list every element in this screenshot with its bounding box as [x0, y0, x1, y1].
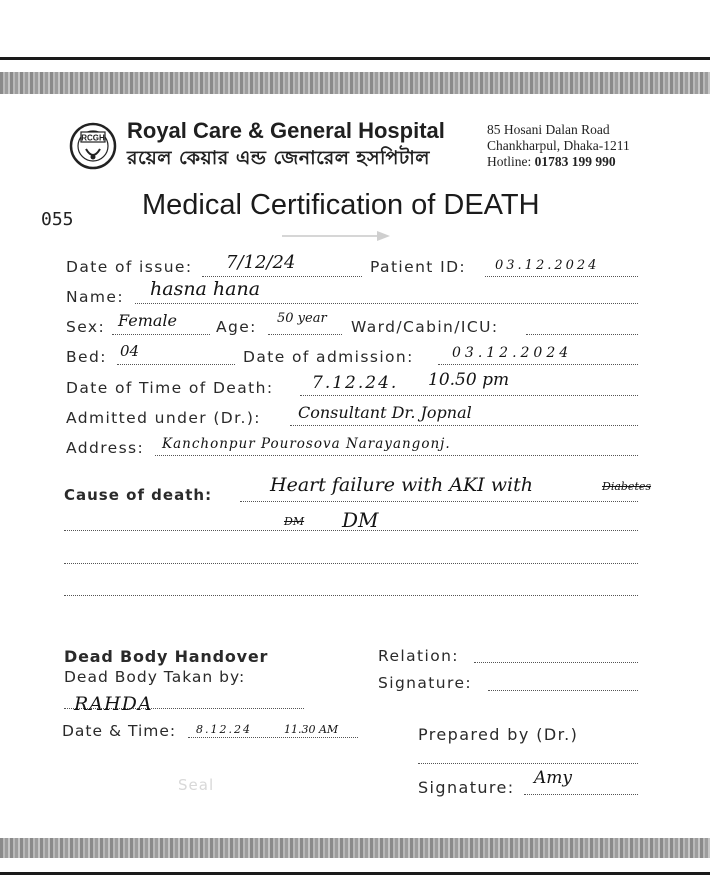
seal-text: Seal: [178, 776, 215, 794]
handover-heading: Dead Body Handover: [64, 647, 269, 666]
serial-number: 055: [41, 209, 74, 230]
date-of-admission-value: 03.12.2024: [452, 345, 573, 361]
name-value: hasna hana: [150, 278, 261, 300]
prepared-signature-line: [524, 794, 638, 795]
watermark-ornament: [282, 229, 392, 243]
hotline-number: 01783 199 990: [534, 154, 616, 169]
handover-date-value: 8.12.24: [196, 723, 252, 736]
hotline-label: Hotline:: [487, 154, 532, 169]
date-of-death-value: 7.12.24.: [312, 373, 399, 393]
handover-time-value: 11.30 AM: [284, 723, 339, 736]
date-of-issue-label: Date of issue:: [66, 258, 193, 276]
hospital-logo: [69, 122, 117, 170]
prepared-by-line: [418, 763, 638, 764]
cause-of-death-value-1: Heart failure with AKI with: [270, 474, 533, 496]
cause-of-death-label: Cause of death:: [64, 486, 213, 504]
time-of-death-value: 10.50 pm: [428, 370, 510, 390]
name-label: Name:: [66, 288, 124, 306]
sex-value: Female: [118, 311, 177, 330]
date-time-of-death-label: Date of Time of Death:: [66, 379, 274, 397]
prepared-signature-label: Signature:: [418, 778, 515, 797]
admitted-under-line: [290, 425, 638, 426]
date-of-issue-line: [202, 276, 362, 277]
age-value: 50 year: [277, 311, 327, 326]
patient-id-label: Patient ID:: [370, 258, 467, 276]
top-border-band: [0, 72, 710, 94]
age-line: [268, 334, 342, 335]
handover-date-time-line: [188, 737, 358, 738]
handover-date-time-label: Date & Time:: [62, 722, 177, 740]
prepared-signature-value: Amy: [534, 768, 573, 788]
handover-signature-label: Signature:: [378, 674, 472, 692]
admitted-under-value: Consultant Dr. Jopnal: [298, 403, 472, 422]
handover-signature-line: [488, 690, 638, 691]
patient-id-line: [485, 276, 638, 277]
sex-line: [112, 334, 210, 335]
bed-label: Bed:: [66, 348, 107, 366]
date-time-of-death-line: [300, 395, 638, 396]
cause-of-death-line-3: [64, 563, 638, 564]
hospital-name-bengali: রয়েল কেয়ার এন্ড জেনারেল হসপিটাল: [127, 147, 430, 169]
ward-label: Ward/Cabin/ICU:: [351, 318, 499, 336]
date-of-admission-label: Date of admission:: [243, 348, 414, 366]
name-line: [135, 303, 638, 304]
top-rule: [0, 57, 710, 60]
prepared-by-label: Prepared by (Dr.): [418, 725, 579, 744]
relation-label: Relation:: [378, 647, 459, 665]
bottom-border-band: [0, 838, 710, 858]
document-title: Medical Certification of DEATH: [142, 189, 540, 221]
bottom-rule: [0, 872, 710, 875]
address-line-1: 85 Hosani Dalan Road: [487, 122, 610, 137]
hospital-name-english: Royal Care & General Hospital: [127, 118, 445, 143]
cause-of-death-value-2-prefix: DM: [284, 515, 305, 528]
address-line: [155, 455, 638, 456]
date-of-admission-line: [438, 364, 638, 365]
cause-of-death-struck-word: Diabetes: [602, 480, 652, 493]
cause-of-death-value-2: DM: [342, 508, 379, 532]
sex-label: Sex:: [66, 318, 106, 336]
hospital-address: [487, 122, 630, 170]
taken-by-label: Dead Body Takan by:: [64, 668, 246, 686]
relation-line: [474, 662, 638, 663]
address-value: Kanchonpur Pourosova Narayangonj.: [162, 436, 451, 452]
date-of-issue-value: 7/12/24: [226, 252, 296, 273]
age-label: Age:: [216, 318, 257, 336]
patient-id-value: 03.12.2024: [495, 258, 600, 273]
address-label: Address:: [66, 439, 145, 457]
cause-of-death-line-4: [64, 595, 638, 596]
address-line-2: Chankharpul, Dhaka-1211: [487, 138, 630, 153]
ward-line: [526, 334, 638, 335]
cause-of-death-line-1: [240, 501, 638, 502]
hotline: [487, 154, 630, 170]
svg-text:RCGH: RCGH: [81, 133, 105, 143]
admitted-under-label: Admitted under (Dr.):: [66, 409, 261, 427]
bed-line: [117, 364, 235, 365]
taken-by-value: RAHDA: [74, 693, 153, 715]
bed-value: 04: [120, 342, 140, 360]
